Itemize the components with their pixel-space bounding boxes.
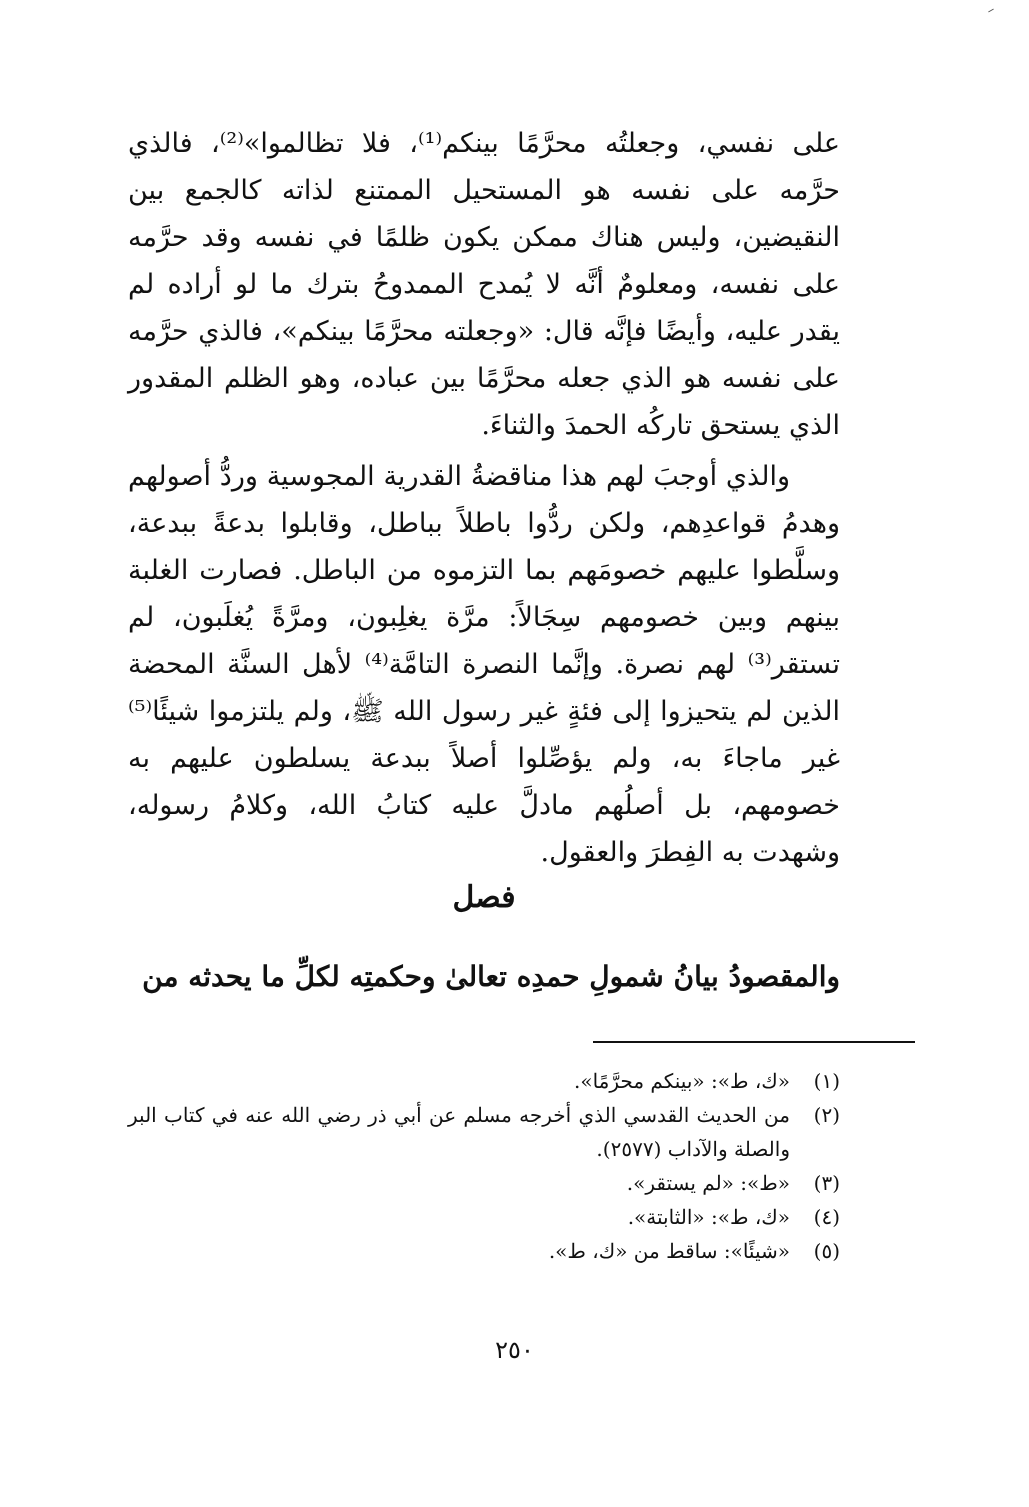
footnotes-list [128,1064,840,1268]
body-paragraph-1: على نفسي، وجعلتُه محرَّمًا بينكم⁽¹⁾، فلا تظالموا»⁽²⁾، فالذي حرَّمه على نفسه هو المستحيل الممتنع لذاته كالجمع بين النقيضين، وليس هناك ممكن يكون ظلمًا في نفسه وقد حرَّمه على نفسه، ومعلومٌ أنَّه لا يُمدح الممدوحُ بترك ما لو أراده لم يقدر عليه، وأيضًا فإنَّه قال: «وجعلته محرَّمًا بينكم»، فالذي حرَّمه على نفسه هو الذي جعله محرَّمًا بين عباده، وهو الظلم المقدور الذي يستحق تاركُه الحمدَ والثناءَ. [128,128,841,441]
footnote-number: (٣) [813,1171,840,1195]
page-number: ٢٥٠ [495,1336,534,1364]
footnote-text: «ط»: «لم يستقر». [626,1171,790,1195]
footnote-number: (٤) [813,1205,840,1229]
footnote-text: «ك، ط»: «بينكم محرَّمًا». [573,1069,790,1093]
footnote-divider [593,1041,915,1043]
footnote-item [128,1200,840,1234]
footnote-text: «شيئًا»: ساقط من «ك، ط». [548,1239,790,1263]
footnote-number: (١) [813,1069,840,1093]
footnote-item [128,1098,840,1166]
footnote-number: (٢) [813,1103,840,1127]
footnote-number: (٥) [813,1239,840,1263]
scan-mark [988,9,994,13]
footnote-item [128,1064,840,1098]
footnote-text: «ك، ط»: «الثابتة». [627,1205,790,1229]
section-opening-line: والمقصودُ بيانُ شمولِ حمدِه تعالىٰ وحكمتِه لكلِّ ما يحدثه من [142,960,840,993]
section-heading: فصل [452,880,516,915]
footnote-text: من الحديث القدسي الذي أخرجه مسلم عن أبي ذر رضي الله عنه في كتاب البر والصلة والآداب (٢٥٧٧). [128,1103,790,1161]
footnote-item [128,1166,840,1200]
footnote-item [128,1234,840,1268]
body-paragraph-2: والذي أوجبَ لهم هذا مناقضةُ القدرية المجوسية وردُّ أصولهم وهدمُ قواعدِهم، ولكن ردُّوا باطلاً بباطل، وقابلوا بدعةً ببدعة، وسلَّطوا عليهم خصومَهم بما التزموه من الباطل. فصارت الغلبة بينهم وبين خصومهم سِجَالاً: مرَّة يغلِبون، ومرَّةً يُغلَبون، لم تستقر⁽³⁾ لهم نصرة. وإنَّما النصرة التامَّة⁽⁴⁾ لأهل السنَّة المحضة الذين لم يتحيزوا إلى فئةٍ غير رسول الله ﷺ، ولم يلتزموا شيئًا⁽⁵⁾ غير ماجاءَ به، ولم يؤصِّلوا أصلاً ببدعة يسلطون عليهم به خصومهم، بل أصلُهم مادلَّ عليه كتابُ الله، وكلامُ رسوله، وشهدت به الفِطرَ والعقول. [128,461,840,868]
